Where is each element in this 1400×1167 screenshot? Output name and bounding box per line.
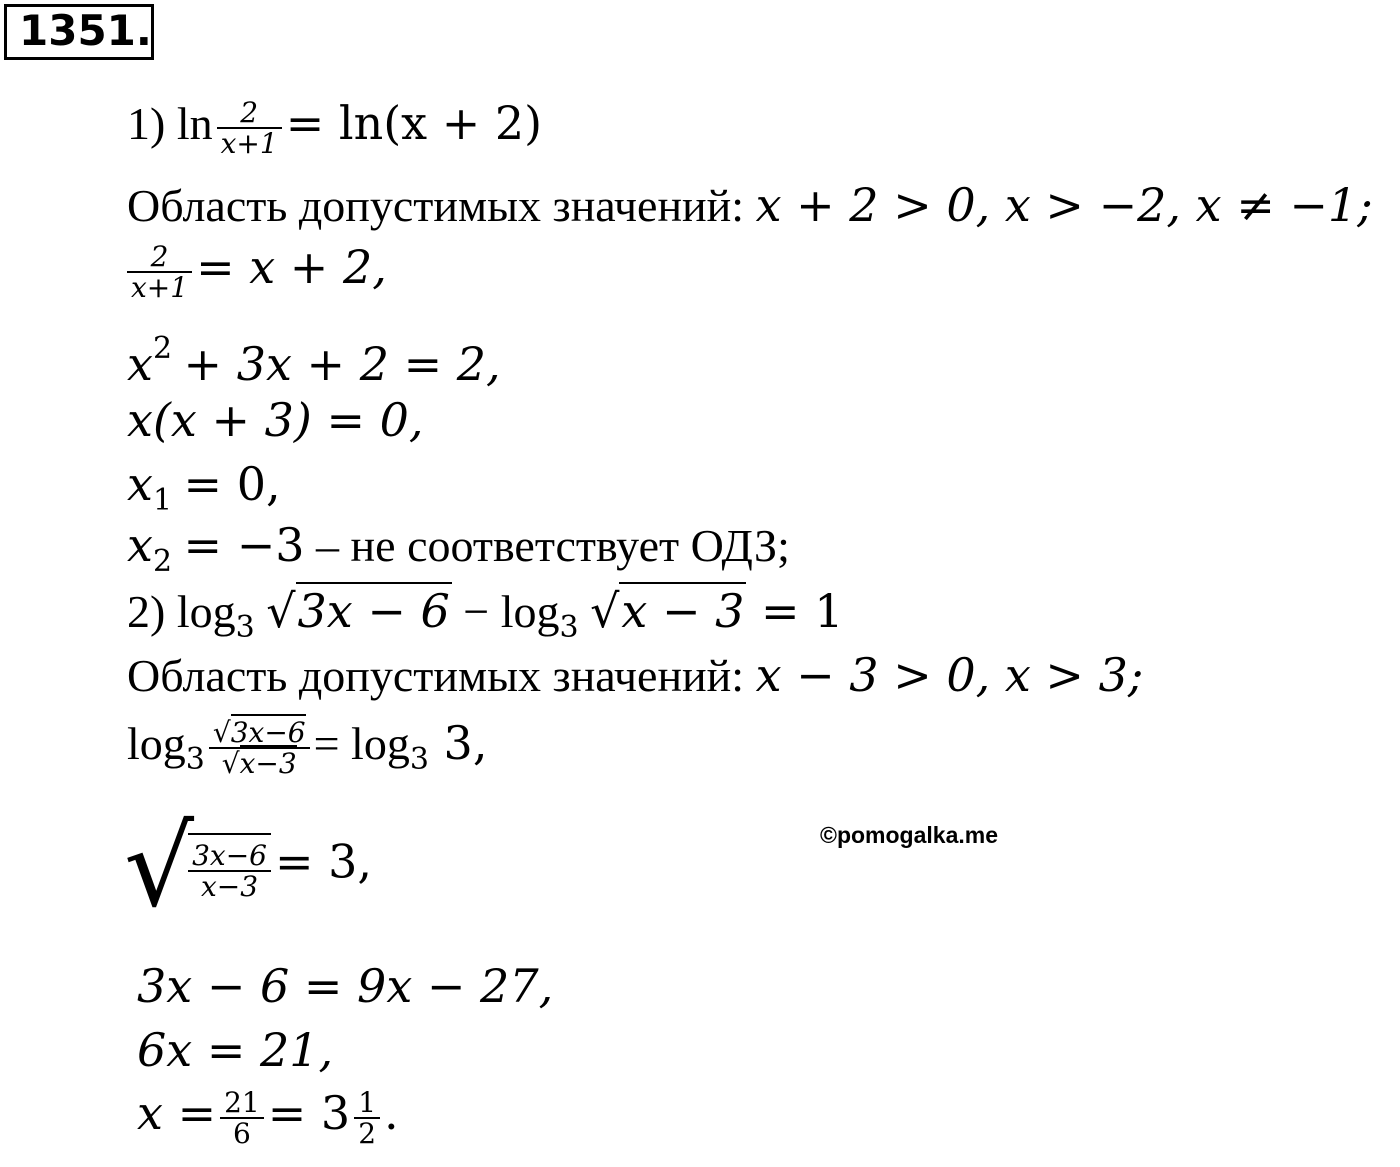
fraction bbox=[188, 833, 271, 902]
step-mid: = log bbox=[313, 717, 410, 769]
step-line bbox=[137, 959, 554, 1013]
log-label: log bbox=[127, 717, 186, 769]
exponent: 2 bbox=[152, 331, 173, 366]
step-comment: – не соответствует ОДЗ; bbox=[304, 520, 790, 571]
log-base: 3 bbox=[235, 610, 255, 645]
step-text: x(x + 3) = 0, bbox=[127, 393, 424, 447]
radical-sign: √ bbox=[590, 584, 620, 638]
radicand: x − 3 bbox=[621, 584, 745, 638]
denominator: √x−3 bbox=[221, 747, 297, 781]
numerator: 1 bbox=[354, 1088, 380, 1119]
radical-sign: √ bbox=[124, 803, 195, 931]
step-rest: + 3x + 2 = 2, bbox=[183, 337, 501, 391]
step-line bbox=[127, 331, 501, 391]
denominator: 2 bbox=[358, 1117, 377, 1151]
fraction bbox=[220, 1088, 264, 1149]
eq1-rest: = ln(x + 2) bbox=[285, 95, 543, 150]
watermark: ©pomogalka.me bbox=[820, 822, 998, 848]
step-rest: = −3 bbox=[183, 518, 305, 572]
numerator: 21 bbox=[220, 1088, 264, 1119]
fraction bbox=[217, 98, 282, 159]
log-base: 3 bbox=[185, 741, 205, 777]
numerator: 2 bbox=[217, 98, 282, 129]
square-root bbox=[266, 584, 452, 638]
step-rest: 3, bbox=[428, 715, 488, 770]
eq2-mid: − log bbox=[451, 586, 560, 637]
eq2-prefix: 2) log bbox=[127, 586, 236, 637]
equation-2 bbox=[127, 584, 844, 645]
answer-line bbox=[137, 1085, 399, 1151]
denominator: x+1 bbox=[131, 271, 189, 305]
eq2-rest: = 1 bbox=[746, 584, 844, 638]
fraction bbox=[209, 718, 310, 779]
step-line bbox=[127, 518, 790, 579]
log-base: 3 bbox=[409, 741, 429, 777]
numerator: 3x−6 bbox=[188, 841, 271, 872]
step-line bbox=[127, 393, 424, 447]
radicand: 3x−6 bbox=[230, 716, 306, 749]
radicand: x−3 bbox=[239, 747, 297, 781]
variable: x bbox=[127, 457, 153, 511]
domain-condition: x + 2 > 0, x > −2, x ≠ −1; bbox=[755, 178, 1373, 232]
square-root bbox=[590, 584, 746, 638]
fraction bbox=[354, 1088, 380, 1149]
step-line bbox=[137, 1023, 334, 1077]
numerator: 2 bbox=[127, 242, 192, 273]
step-text: 3x − 6 = 9x − 27, bbox=[137, 959, 554, 1013]
step-rest: = 3, bbox=[274, 834, 373, 889]
log-base: 3 bbox=[559, 610, 579, 645]
variable: x bbox=[127, 518, 153, 572]
step-line bbox=[127, 715, 488, 781]
domain-label: Область допустимых значений: bbox=[127, 650, 756, 701]
answer-end: . bbox=[384, 1085, 399, 1140]
step-rest: = x + 2, bbox=[196, 239, 387, 294]
variable: x bbox=[127, 337, 153, 391]
step-rest: = 0, bbox=[183, 457, 281, 511]
answer-mid: = 3 bbox=[267, 1085, 351, 1140]
step-text: 6x = 21, bbox=[137, 1023, 334, 1077]
domain-condition: x − 3 > 0, x > 3; bbox=[755, 648, 1144, 702]
domain-label: Область допустимых значений: bbox=[127, 180, 756, 231]
step-line bbox=[127, 239, 387, 305]
domain-line-2 bbox=[127, 648, 1144, 702]
domain-line-1 bbox=[127, 178, 1373, 232]
subscript: 2 bbox=[152, 544, 173, 579]
denominator: x+1 bbox=[220, 127, 278, 161]
step-line bbox=[124, 803, 373, 931]
answer-prefix: x = bbox=[137, 1085, 217, 1140]
step-line bbox=[127, 457, 281, 518]
eq1-prefix: 1) ln bbox=[127, 97, 213, 149]
equation-1 bbox=[127, 95, 543, 161]
denominator: x−3 bbox=[201, 870, 259, 903]
radicand: 3x − 6 bbox=[297, 584, 450, 638]
problem-number: 1351. bbox=[4, 4, 154, 60]
subscript: 1 bbox=[152, 483, 173, 518]
numerator: √3x−6 bbox=[209, 718, 310, 749]
radical-sign: √ bbox=[266, 584, 296, 638]
fraction bbox=[127, 242, 192, 303]
denominator: 6 bbox=[233, 1117, 251, 1151]
